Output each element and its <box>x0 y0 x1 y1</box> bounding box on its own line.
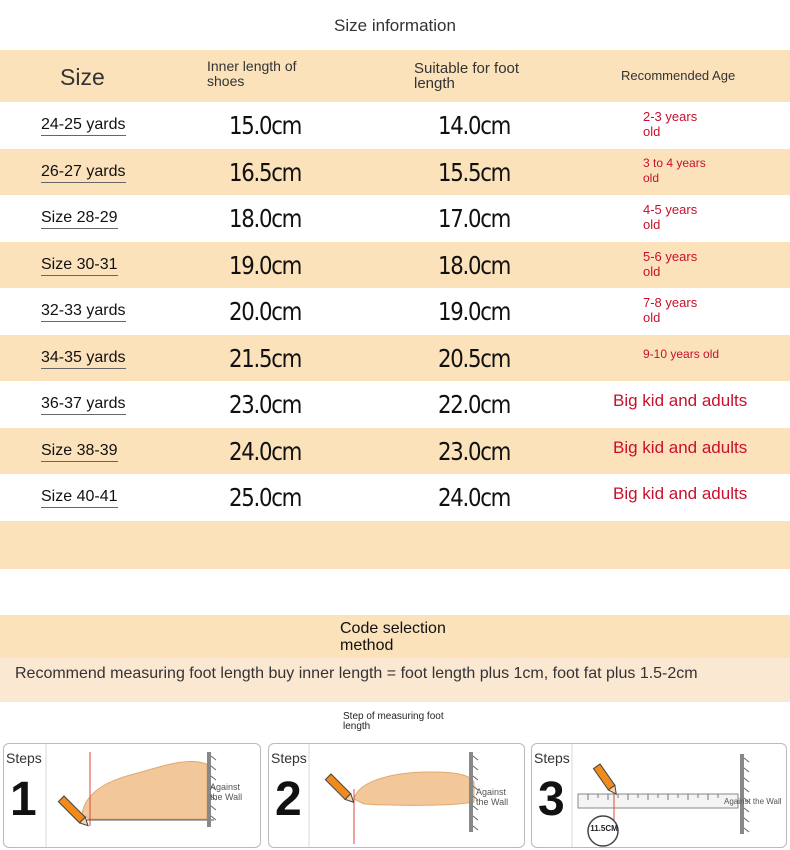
step-3-wall-label: Against the Wall <box>724 797 782 806</box>
step-2-wall-label: Against the Wall <box>476 787 509 807</box>
size-cell: 32-33 yards <box>41 302 126 322</box>
table-row <box>0 149 790 196</box>
inner-length-cell: 23.0cm <box>229 390 302 419</box>
size-cell: Size 40-41 <box>41 488 118 508</box>
table-footer-band <box>0 521 790 569</box>
size-cell: 24-25 yards <box>41 116 126 136</box>
table-row <box>0 102 790 149</box>
size-cell: Size 38-39 <box>41 442 118 462</box>
table-row <box>0 428 790 475</box>
step-3-illustration <box>532 744 787 848</box>
inner-length-cell: 15.0cm <box>229 111 302 140</box>
inner-length-cell: 20.0cm <box>229 297 302 326</box>
step-panel-1 <box>3 743 261 848</box>
step-1-wall-label: Against the Wall <box>210 782 243 802</box>
foot-length-cell: 17.0cm <box>438 204 511 233</box>
age-cell: Big kid and adults <box>613 391 748 410</box>
step-panel-3 <box>531 743 787 848</box>
step-2-number: 2 <box>275 773 302 826</box>
table-row <box>0 381 790 428</box>
foot-length-cell: 24.0cm <box>438 483 511 512</box>
age-cell: Big kid and adults <box>613 437 748 457</box>
inner-length-cell: 18.0cm <box>229 204 302 233</box>
foot-length-cell: 19.0cm <box>438 297 511 326</box>
age-cell: Big kid and adults <box>613 484 748 503</box>
table-row <box>0 195 790 242</box>
header-size: Size <box>60 64 105 90</box>
step-panel-2 <box>268 743 525 848</box>
header-foot-length: Suitable for foot length <box>414 60 520 92</box>
step-1-number: 1 <box>10 773 37 826</box>
inner-length-cell: 24.0cm <box>229 436 302 466</box>
age-cell: 9-10 years old <box>643 346 720 361</box>
foot-length-cell: 14.0cm <box>438 111 511 140</box>
foot-length-cell: 15.5cm <box>438 157 511 187</box>
foot-length-cell: 18.0cm <box>438 250 511 280</box>
size-table <box>0 50 790 521</box>
age-cell: 5-6 years old <box>643 248 698 279</box>
recommendation-text: Recommend measuring foot length buy inner length = foot length plus 1cm, foot fat plus 1.5-2cm <box>15 665 698 682</box>
size-cell: 26-27 yards <box>41 163 126 183</box>
size-cell: 36-37 yards <box>41 395 126 415</box>
age-cell: 7-8 years old <box>643 295 698 325</box>
table-row <box>0 288 790 335</box>
size-cell: Size 30-31 <box>41 256 118 276</box>
age-cell: 2-3 years old <box>643 109 698 139</box>
foot-length-cell: 23.0cm <box>438 436 511 466</box>
size-cell: 34-35 yards <box>41 349 126 369</box>
foot-length-cell: 20.5cm <box>438 343 511 373</box>
size-cell: Size 28-29 <box>41 209 118 229</box>
inner-length-cell: 25.0cm <box>229 483 302 512</box>
age-cell: 3 to 4 years old <box>643 155 706 185</box>
step-2-label: Steps <box>271 750 307 766</box>
foot-length-cell: 22.0cm <box>438 390 511 419</box>
table-header <box>0 50 790 102</box>
table-row <box>0 242 790 289</box>
page-title: Size information <box>334 16 456 35</box>
table-row <box>0 335 790 382</box>
code-selection-title: Code selection method <box>340 620 446 654</box>
step-3-label: Steps <box>534 750 570 766</box>
step-3-measure-label: 11.5CM <box>590 824 618 833</box>
code-selection-band <box>0 615 790 659</box>
step-3-number: 3 <box>538 773 565 826</box>
age-cell: 4-5 years old <box>643 202 698 232</box>
inner-length-cell: 19.0cm <box>229 250 302 280</box>
header-inner-length: Inner length of shoes <box>207 58 297 89</box>
step-caption: Step of measuring foot length <box>343 711 444 732</box>
table-row <box>0 474 790 521</box>
recommendation-band <box>0 658 790 702</box>
step-1-label: Steps <box>6 750 42 766</box>
inner-length-cell: 16.5cm <box>229 157 302 187</box>
inner-length-cell: 21.5cm <box>229 343 302 373</box>
header-recommended-age: Recommended Age <box>621 68 736 83</box>
